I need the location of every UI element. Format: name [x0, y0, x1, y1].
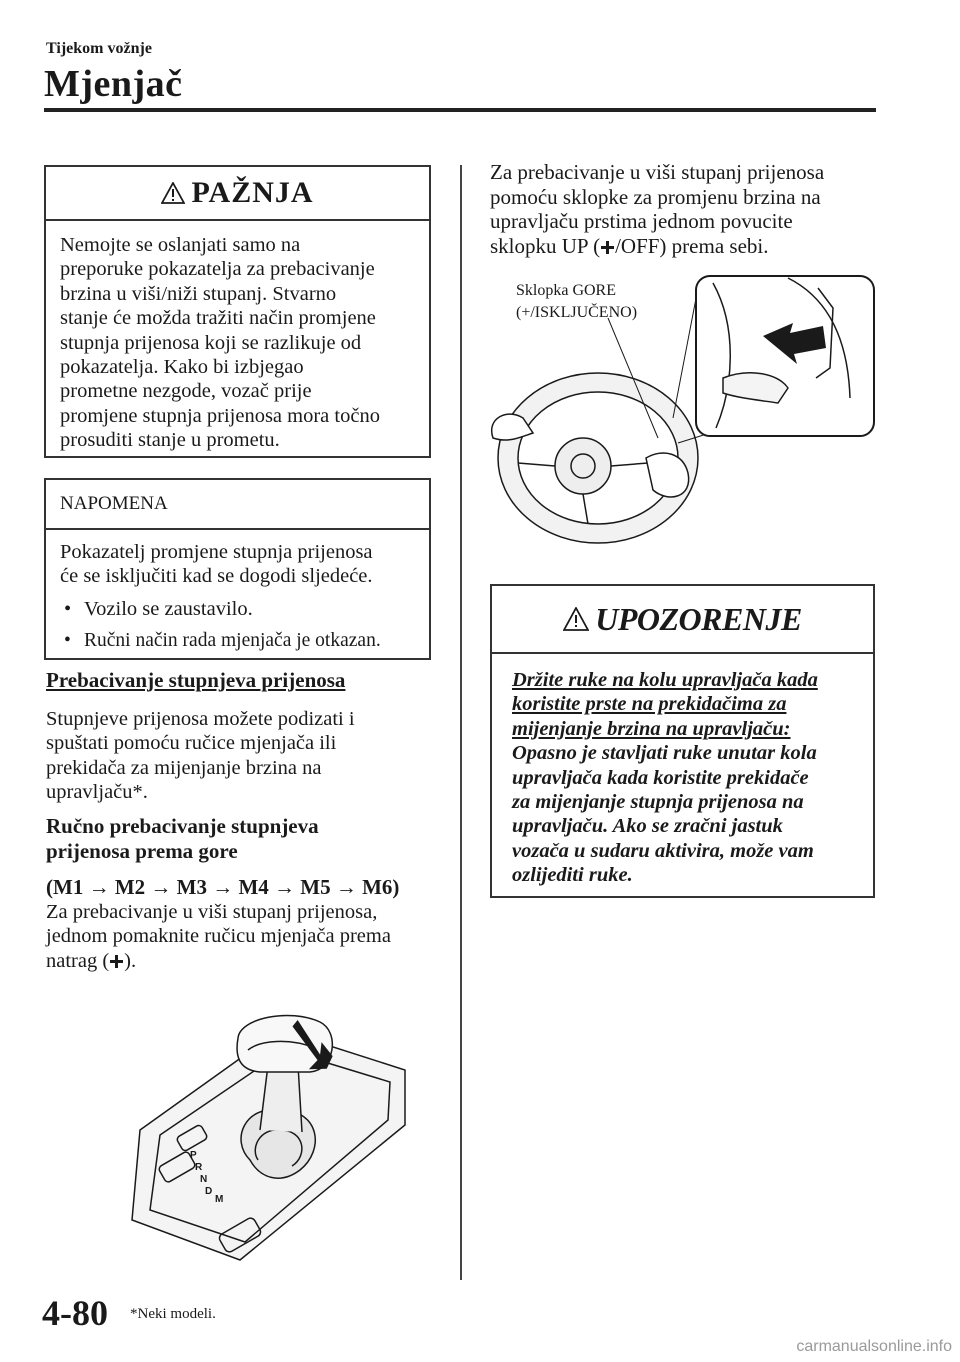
note-line: će se isključiti kad se dogodi sljedeće. — [60, 565, 373, 588]
shifter-letter: P — [190, 1150, 197, 1161]
text-line: pomoću sklopke za promjenu brzina na — [490, 184, 821, 209]
warning-line: koristite prste na prekidačima za — [512, 693, 787, 716]
note-title: NAPOMENA — [60, 493, 168, 514]
note-bullet: • Vozilo se zaustavilo. — [60, 597, 415, 621]
text-line: Ručno prebacivanje stupnjeva — [46, 814, 319, 838]
warning-line: Opasno je stavljati ruke unutar kola — [512, 742, 817, 765]
title-rule — [44, 108, 876, 112]
shifter-letter: D — [205, 1186, 213, 1197]
warning-text — [492, 654, 873, 902]
steering-wheel-illustration — [488, 268, 880, 558]
note-text — [46, 530, 429, 666]
caution-line: prometne nezgode, vozač prije — [60, 380, 312, 403]
warning-triangle-icon — [161, 182, 185, 204]
text-span: natrag ( — [46, 949, 110, 972]
note-header — [46, 480, 429, 530]
section-heading: Prebacivanje stupnjeva prijenosa — [46, 668, 346, 692]
section-label: Tijekom vožnje — [46, 40, 152, 57]
note-box — [44, 478, 431, 660]
caution-header — [46, 167, 429, 221]
warning-line: vozača u sudaru aktivira, može vam — [512, 839, 814, 862]
caution-text — [46, 221, 429, 465]
note-line: Pokazatelj promjene stupnja prijenosa — [60, 541, 373, 563]
shifter-letter: R — [195, 1162, 203, 1173]
footnote: *Neki modeli. — [130, 1306, 216, 1322]
plus-icon — [601, 241, 614, 254]
note-bullet: • Ručni način rada mjenjača je otkazan. — [60, 629, 415, 653]
warning-line: za mijenjanje stupnja prijenosa na — [512, 791, 804, 814]
warning-line: ozlijediti ruke. — [512, 864, 633, 887]
caution-line: prosuditi stanje u prometu. — [60, 429, 280, 452]
subheading — [46, 814, 319, 864]
caution-line: pokazatelja. Kako bi izbjegao — [60, 356, 304, 379]
right-paragraph — [490, 160, 880, 258]
text-line: jednom pomaknite ručicu mjenjača prema — [46, 925, 391, 948]
callout-line: Sklopka GORE — [516, 282, 616, 299]
caution-line: preporuke pokazatelja za prebacivanje — [60, 258, 375, 281]
warning-line: mijenjanje brzina na upravljaču: — [512, 717, 791, 740]
caution-box — [44, 165, 431, 458]
caution-line: promjene stupnja prijenosa mora točno — [60, 404, 380, 427]
shift-paragraph — [46, 900, 451, 973]
caution-line: brzina u viši/niži stupanj. Stvarno — [60, 282, 337, 305]
text-line: Za prebacivanje u viši stupanj prijenosa, — [46, 901, 378, 923]
text-line: upravljaču prstima jednom povucite — [490, 209, 793, 233]
gear-sequence: (M1 → M2 → M3 → M4 → M5 → M6) — [46, 875, 400, 899]
plus-icon — [110, 955, 123, 968]
warning-line: Držite ruke na kolu upravljača kada — [512, 669, 818, 691]
warning-line: upravljaču. Ako se zračni jastuk — [512, 815, 783, 838]
text-line: Stupnjeve prijenosa možete podizati i — [46, 708, 355, 730]
caution-title: PAŽNJA — [191, 176, 314, 209]
callout-line: (+/ISKLJUČENO) — [516, 304, 638, 321]
caution-line: stanje će možda tražiti način promjene — [60, 307, 376, 330]
text-span: ). — [124, 949, 137, 972]
warning-title: UPOZORENJE — [595, 600, 802, 637]
watermark: carmanualsonline.info — [796, 1338, 952, 1355]
warning-box — [490, 584, 875, 898]
warning-triangle-icon — [563, 607, 589, 631]
text-line: spuštati pomoću ručice mjenjača ili — [46, 732, 337, 755]
column-divider — [460, 165, 462, 1280]
text-line — [490, 234, 880, 259]
text-line: upravljaču*. — [46, 781, 148, 804]
shifter-letter: M — [215, 1194, 224, 1205]
caution-line: stupnja prijenosa koji se razlikuje od — [60, 331, 362, 354]
text-line — [46, 949, 451, 973]
warning-header — [492, 586, 873, 654]
shifter-letter: N — [200, 1174, 208, 1185]
text-line: prijenosa prema gore — [46, 839, 238, 863]
text-line: Za prebacivanje u viši stupanj prijenosa — [490, 160, 825, 184]
caution-line: Nemojte se oslanjati samo na — [60, 234, 301, 256]
text-line: prekidača za mijenjanje brzina na — [46, 756, 322, 779]
page-title: Mjenjač — [44, 63, 183, 105]
text-span: sklopku UP ( — [490, 233, 601, 258]
page-number: 4-80 — [42, 1293, 108, 1333]
gear-shifter-illustration — [120, 1010, 410, 1270]
text-span: /OFF) prema sebi. — [615, 233, 769, 258]
warning-line: upravljača kada koristite prekidače — [512, 766, 809, 789]
intro-paragraph — [46, 707, 446, 805]
